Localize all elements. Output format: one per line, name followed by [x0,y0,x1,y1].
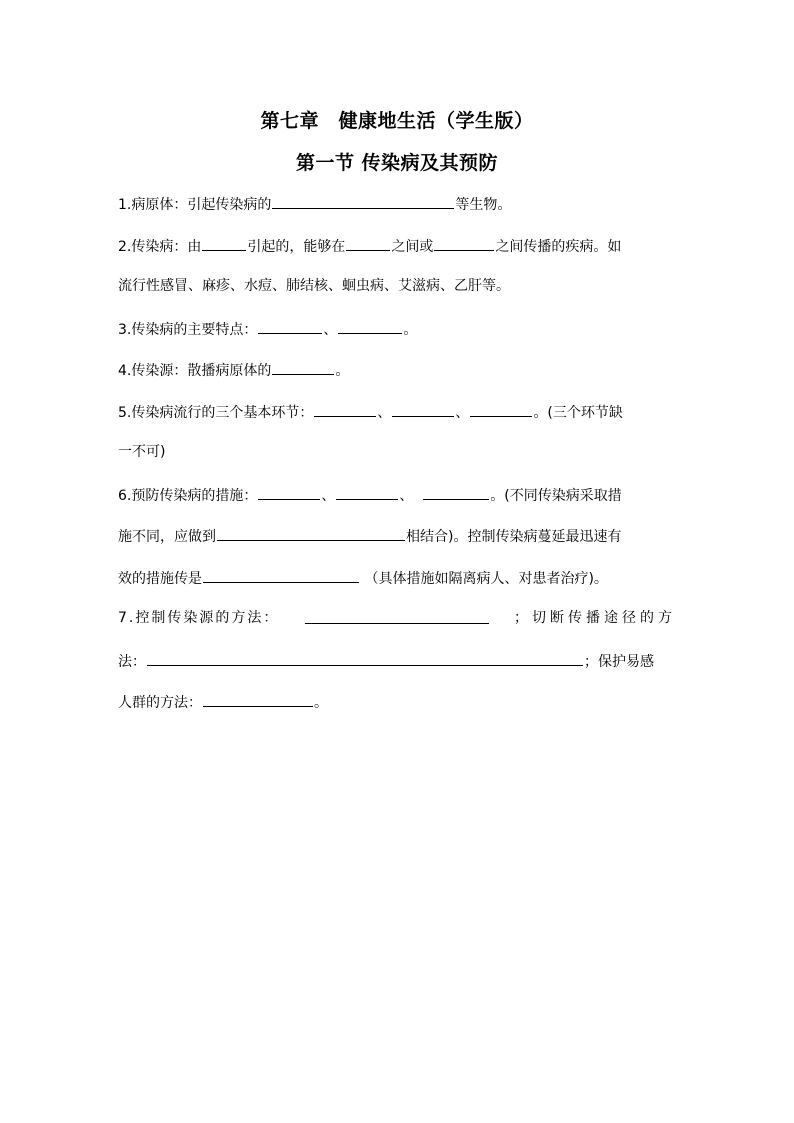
question-7-prefix: 7.控制传染源的方法： [118,610,280,626]
question-2-text-b: 引起的，能够在 [247,239,346,255]
question-4-suffix: 。 [335,363,350,379]
question-2 [118,235,676,257]
question-7-line-3 [118,691,676,713]
question-6-suffix: 。(不同传染病采取措 [490,488,622,504]
question-7-line-3-prefix: 人群的方法： [118,695,202,711]
section-title: 第一节 传染病及其预防 [295,152,499,174]
separator: 、 [399,488,414,504]
answer-blank[interactable] [470,401,532,417]
question-6-line-3-prefix: 效的措施传是 [118,571,202,587]
answer-blank[interactable] [305,608,489,624]
separator: 、 [323,322,338,338]
question-2-text-d: 之间传播的疾病。如 [495,239,622,255]
separator: 、 [321,488,336,504]
question-6-line-2-suffix: 相结合)。控制传染病蔓延最迅速有 [406,529,622,545]
answer-blank[interactable] [258,484,320,500]
question-7-mid: ；切断传播途径的方 [513,610,676,626]
answer-blank[interactable] [346,235,390,251]
question-3-prefix: 3.传染病的主要特点： [118,322,258,338]
question-3-suffix: 。 [403,322,418,338]
question-6 [118,484,676,506]
question-2-text-a: 2.传染病：由 [118,239,202,255]
answer-blank[interactable] [336,484,398,500]
answer-blank[interactable] [203,691,313,707]
answer-blank[interactable] [392,401,454,417]
answer-blank[interactable] [314,401,376,417]
separator: 、 [455,405,470,421]
separator: 、 [377,405,392,421]
answer-blank[interactable] [338,318,402,334]
answer-blank[interactable] [434,235,494,251]
question-7-line-3-suffix: 。 [314,695,328,711]
question-5 [118,401,676,423]
question-2-text-c: 之间或 [391,239,434,255]
question-5-suffix: 。(三个环节缺 [533,405,623,421]
question-6-line-2 [118,525,676,547]
answer-blank[interactable] [272,359,334,375]
question-3 [118,318,676,340]
answer-blank[interactable] [147,650,583,666]
answer-blank[interactable] [258,318,322,334]
question-7 [118,608,676,628]
question-4-prefix: 4.传染源：散播病原体的 [118,363,272,379]
question-6-line-2-prefix: 施不同，应做到 [118,529,216,545]
question-6-line-3 [118,567,676,589]
answer-blank[interactable] [272,193,454,209]
answer-blank[interactable] [203,567,359,583]
chapter-title: 第七章 健康地生活（学生版） [260,110,534,132]
question-7-line-2 [118,650,676,672]
question-7-line-2-suffix: ；保护易感 [584,654,654,670]
question-1-suffix: 等生物。 [455,197,512,213]
answer-blank[interactable] [423,484,489,500]
question-5-continued: 一不可) [118,444,166,460]
answer-blank[interactable] [202,235,246,251]
question-4 [118,359,676,381]
answer-blank[interactable] [217,525,405,541]
question-1 [118,193,676,215]
question-7-line-2-prefix: 法： [118,654,146,670]
question-5-prefix: 5.传染病流行的三个基本环节： [118,405,314,421]
question-1-prefix: 1.病原体：引起传染病的 [118,197,272,213]
question-2-continued: 流行性感冒、麻疹、水痘、肺结核、蛔虫病、艾滋病、乙肝等。 [118,278,510,294]
question-6-line-3-suffix: （具体措施如隔离病人、对患者治疗)。 [364,571,608,587]
question-6-prefix: 6.预防传染病的措施： [118,488,258,504]
